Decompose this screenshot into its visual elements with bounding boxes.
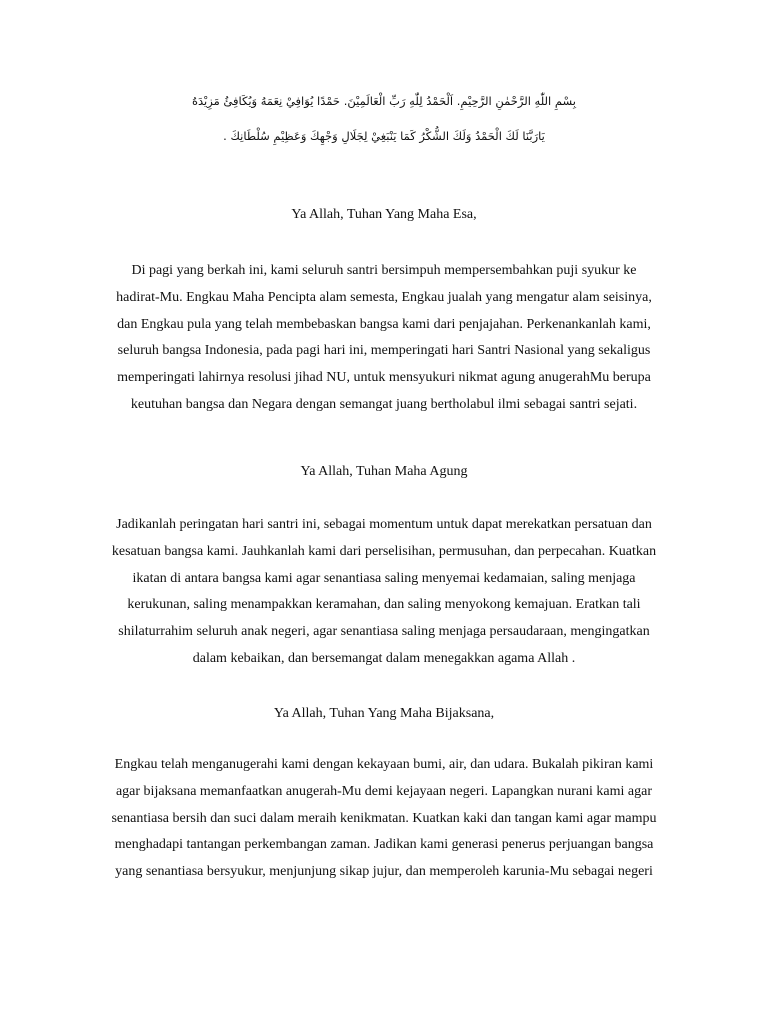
paragraph-line: senantiasa bersih dan suci dalam meraih kenikmatan. Kuatkan kaki dan tangan kami agar mampu: [111, 810, 657, 826]
paragraph-line: Engkau telah menganugerahi kami dengan kekayaan bumi, air, dan udara. Bukalah pikiran kami: [114, 757, 654, 772]
paragraph-line: dalam kebaikan, dan bersemangat dalam menegakkan agama Allah .: [192, 650, 576, 666]
paragraph-2: [0, 512, 768, 673]
section-heading-maha-bijaksana: Ya Allah, Tuhan Yang Maha Bijaksana,: [273, 706, 495, 721]
arabic-opening-line-1: بِسْمِ اللّٰهِ الرَّحْمٰنِ الرَّحِيْمِ. اَلْحَمْدُ لِلّٰهِ رَبِّ الْعَالَمِيْنَ. حَمْدًا يُوَافِيْ نِعَمَهُ وَيُكَافِئُ مَزِيْدَهُ: [191, 94, 576, 108]
paragraph-line: dan Engkau pula yang telah membebaskan bangsa kami dari penjajahan. Perkenankanlah kami,: [117, 316, 651, 332]
paragraph-line: seluruh bangsa Indonesia, pada pagi hari ini, memperingati hari Santri Nasional yang sekaligus: [117, 343, 651, 359]
arabic-opening-line-2: يَارَبَّنَا لَكَ الْحَمْدُ وَلَكَ الشُّكْرُ كَمَا يَنْبَغِيْ لِجَلَالِ وَجْهِكَ وَعَظِيْمِ سُلْطَانِكَ .: [223, 129, 545, 143]
paragraph-line: kerukunan, saling menampakkan keramahan, dan saling menyokong kemajuan. Eratkan tali: [127, 597, 641, 613]
paragraph-line: menghadapi tantangan perkembangan zaman. Jadikan kami generasi penerus perjuangan bangsa: [114, 837, 654, 853]
paragraph-line: Jadikanlah peringatan hari santri ini, sebagai momentum untuk dapat merekatkan persatuan dan: [116, 517, 652, 532]
paragraph-line: hadirat-Mu. Engkau Maha Pencipta alam semesta, Engkau jualah yang mengatur alam seisinya,: [116, 289, 652, 305]
paragraph-line: agar bijaksana memanfaatkan anugerah-Mu demi kejayaan negeri. Lapangkan nurani kami agar: [115, 783, 653, 799]
section-heading-maha-agung: Ya Allah, Tuhan Maha Agung: [300, 464, 468, 479]
paragraph-line: ikatan di antara bangsa kami agar senantiasa saling menyemai kedamaian, saling menjaga: [132, 570, 636, 586]
paragraph-line: keutuhan bangsa dan Negara dengan semangat juang bertholabul ilmi sebagai santri sejati.: [130, 396, 638, 412]
paragraph-3: [0, 752, 768, 886]
paragraph-line: Di pagi yang berkah ini, kami seluruh santri bersimpuh mempersembahkan puji syukur ke: [131, 263, 637, 278]
paragraph-line: kesatuan bangsa kami. Jauhkanlah kami dari perselisihan, permusuhan, dan perpecahan. Kuatkan: [111, 543, 657, 559]
paragraph-line: yang senantiasa bersyukur, menjunjung sikap jujur, dan memperoleh karunia-Mu sebagai negeri: [115, 864, 653, 880]
paragraph-line: shilaturrahim seluruh anak negeri, agar senantiasa saling menjaga persaudaraan, mengingatkan: [118, 624, 650, 640]
paragraph-line: memperingati lahirnya resolusi jihad NU, untuk mensyukuri nikmat agung anugerahMu berupa: [117, 370, 651, 386]
paragraph-1: [0, 258, 768, 419]
section-heading-maha-esa: Ya Allah, Tuhan Yang Maha Esa,: [291, 207, 477, 222]
